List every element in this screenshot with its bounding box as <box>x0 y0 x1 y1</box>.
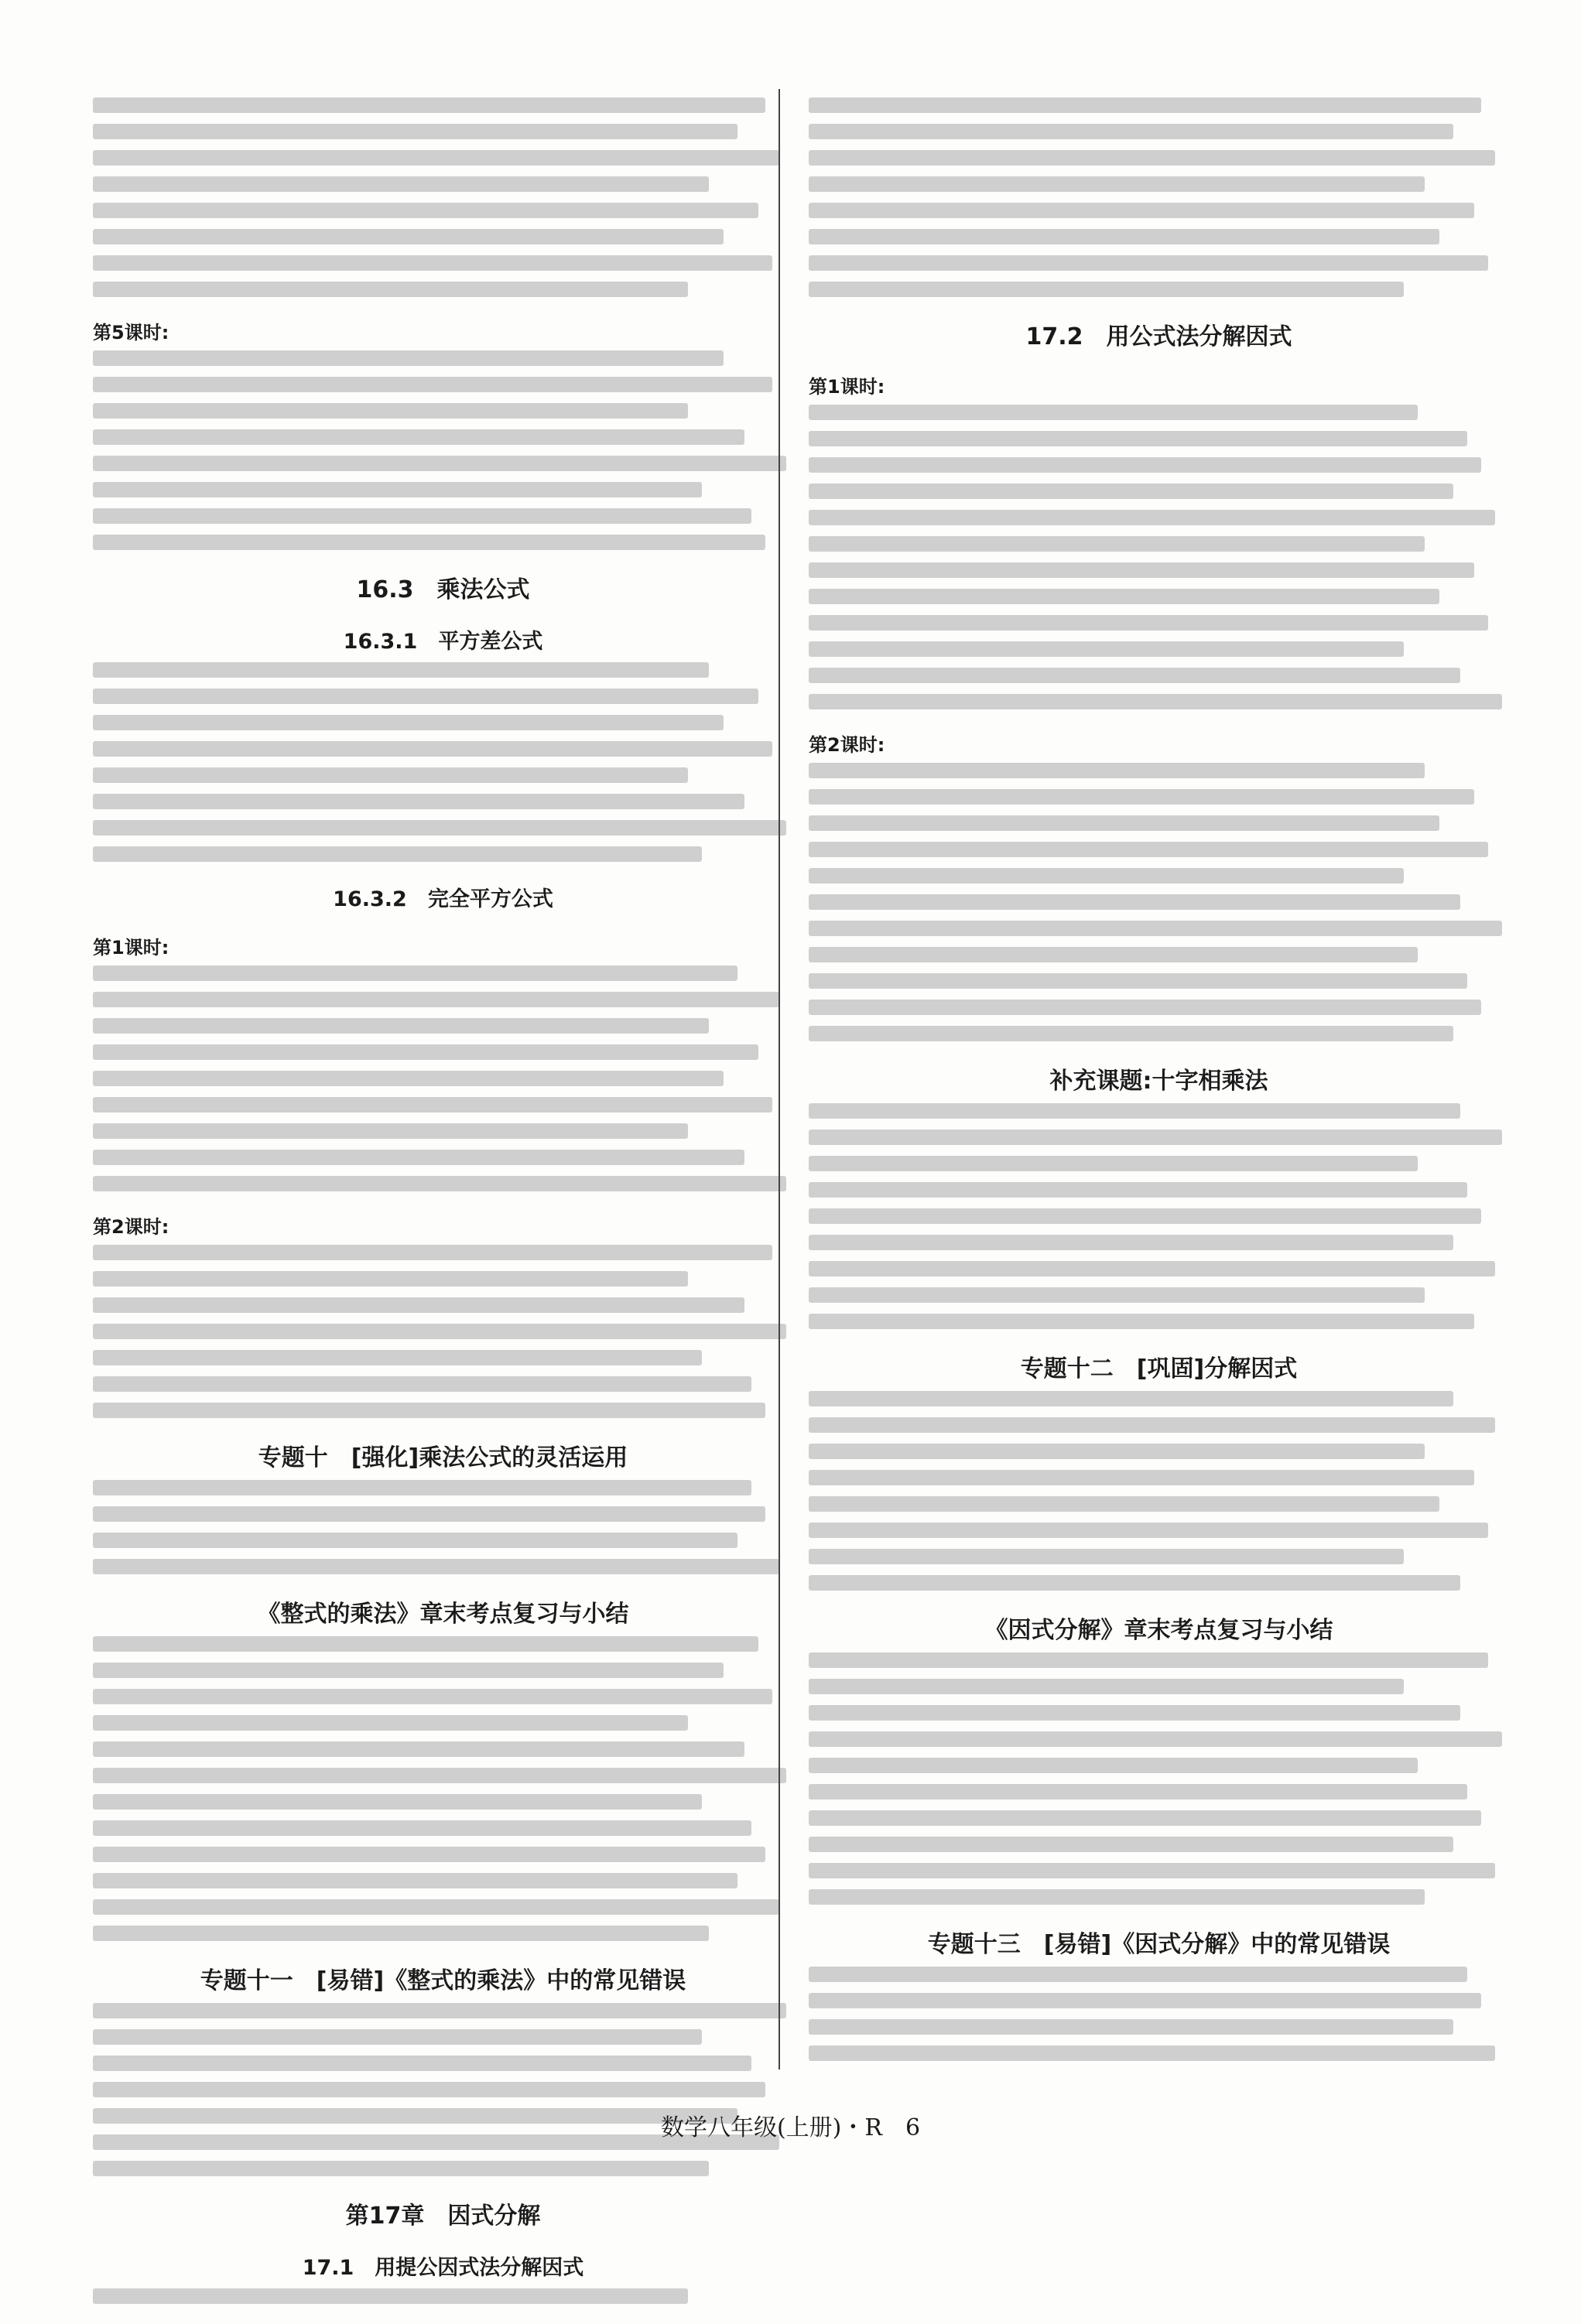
answer-text-line <box>809 615 1488 631</box>
answer-text-line <box>93 97 765 113</box>
answer-text-line <box>809 1967 1467 1982</box>
answer-text-line <box>93 429 744 445</box>
answer-text-line <box>93 2288 688 2304</box>
answer-text-line <box>93 229 724 244</box>
section-subheading: 16.3.2 完全平方公式 <box>333 887 553 911</box>
answer-text-line <box>809 641 1404 657</box>
answer-text-line <box>93 1715 688 1731</box>
answer-text-line <box>809 894 1460 910</box>
answer-text-line <box>809 1731 1502 1747</box>
answer-text-line <box>809 536 1425 552</box>
answer-section <box>93 2196 793 2230</box>
answer-text-block <box>809 1103 1509 1329</box>
answer-text-line <box>93 255 772 271</box>
answer-text-line <box>93 767 688 783</box>
answer-text-line <box>809 815 1439 831</box>
answer-text-line <box>809 1679 1404 1694</box>
answer-text-line <box>809 789 1474 805</box>
answer-section <box>809 317 1509 351</box>
answer-section <box>93 1212 793 1418</box>
answer-text-line <box>93 689 758 704</box>
section-heading: 17.2 用公式法分解因式 <box>1025 323 1292 350</box>
answer-text-line <box>809 1470 1474 1485</box>
answer-text-line <box>93 741 772 757</box>
answer-text-line <box>809 1156 1418 1171</box>
answer-text-line <box>93 456 786 471</box>
lesson-label: 第5课时: <box>93 322 169 343</box>
answer-text-line <box>93 1097 772 1112</box>
answer-text-line <box>93 1741 744 1757</box>
answer-text-block <box>809 1967 1509 2061</box>
left-column <box>93 91 793 2324</box>
answer-text-line <box>809 255 1488 271</box>
answer-section <box>93 1961 793 2176</box>
answer-text-line <box>809 510 1495 525</box>
answer-text-line <box>93 1847 765 1862</box>
answer-section <box>93 1594 793 1941</box>
answer-text-line <box>809 1705 1460 1721</box>
answer-text-block <box>809 1652 1509 1905</box>
answer-text-line <box>93 1820 751 1836</box>
answer-text-line <box>809 1182 1467 1198</box>
answer-text-line <box>93 1663 724 1678</box>
answer-text-line <box>93 350 724 366</box>
answer-text-line <box>93 1899 779 1915</box>
answer-text-line <box>809 921 1502 936</box>
answer-section <box>93 624 793 862</box>
answer-text-line <box>93 1873 737 1888</box>
answer-text-line <box>809 562 1474 578</box>
answer-text-line <box>93 1506 765 1522</box>
answer-text-line <box>93 1768 786 1783</box>
answer-section <box>809 97 1509 297</box>
answer-text-block <box>93 1245 793 1418</box>
section-subheading: 16.3.1 平方差公式 <box>343 630 543 654</box>
answer-text-line <box>809 694 1502 709</box>
answer-text-block <box>93 350 793 550</box>
answer-text-line <box>93 1794 702 1810</box>
section-heading: 专题十 [强化]乘法公式的灵活运用 <box>258 1444 628 1471</box>
section-heading: 专题十一 [易错]《整式的乘法》中的常见错误 <box>200 1967 686 1994</box>
lesson-label: 第2课时: <box>93 1216 169 1238</box>
answer-section <box>93 317 793 550</box>
answer-text-block <box>809 763 1509 1041</box>
answer-text-line <box>809 1314 1474 1329</box>
answer-text-line <box>809 842 1488 857</box>
answer-text-line <box>93 1376 751 1392</box>
answer-text-line <box>809 1863 1495 1878</box>
answer-text-line <box>809 1287 1425 1303</box>
answer-text-line <box>93 794 744 809</box>
answer-text-line <box>809 763 1425 778</box>
section-heading: 补充课题:十字相乘法 <box>1049 1068 1268 1095</box>
answer-text-line <box>93 150 779 166</box>
answer-text-line <box>809 1444 1425 1459</box>
answer-text-line <box>93 2003 786 2018</box>
column-divider <box>779 89 780 2069</box>
answer-text-line <box>93 124 737 139</box>
answer-text-block <box>93 1636 793 1941</box>
answer-text-line <box>809 1391 1453 1406</box>
answer-text-line <box>809 1652 1488 1668</box>
right-column <box>809 91 1509 2081</box>
answer-text-line <box>93 1123 688 1139</box>
answer-section <box>93 1438 793 1574</box>
answer-text-line <box>93 1071 724 1086</box>
section-heading: 第17章 因式分解 <box>345 2203 541 2230</box>
answer-text-line <box>93 482 702 497</box>
answer-text-line <box>809 176 1425 192</box>
answer-text-line <box>809 2019 1453 2035</box>
answer-text-line <box>93 1403 765 1418</box>
answer-text-block <box>93 1480 793 1574</box>
answer-text-line <box>93 2029 702 2045</box>
answer-text-line <box>809 484 1453 499</box>
section-heading: 专题十三 [易错]《因式分解》中的常见错误 <box>927 1931 1391 1958</box>
answer-text-line <box>809 229 1439 244</box>
answer-text-line <box>809 1235 1453 1250</box>
answer-section <box>93 2251 793 2304</box>
answer-text-block <box>809 1391 1509 1591</box>
answer-text-line <box>93 176 709 192</box>
answer-section <box>809 1611 1509 1905</box>
answer-text-line <box>809 1837 1453 1852</box>
answer-text-line <box>809 1026 1453 1041</box>
answer-text-line <box>93 377 772 392</box>
answer-text-line <box>93 1480 751 1495</box>
answer-section <box>809 730 1509 1041</box>
answer-text-line <box>93 1044 758 1060</box>
answer-text-line <box>809 457 1481 473</box>
answer-section <box>809 371 1509 709</box>
answer-text-line <box>809 1549 1404 1564</box>
answer-text-line <box>93 1297 744 1313</box>
answer-text-line <box>809 1889 1425 1905</box>
answer-text-line <box>809 868 1404 883</box>
answer-text-line <box>93 508 751 524</box>
answer-text-line <box>93 1271 688 1287</box>
answer-section <box>93 570 793 604</box>
answer-text-line <box>93 1176 786 1191</box>
answer-text-block <box>93 662 793 862</box>
answer-text-line <box>809 150 1495 166</box>
section-heading: 专题十二 [巩固]分解因式 <box>1020 1355 1298 1382</box>
answer-text-line <box>93 1926 709 1941</box>
answer-text-block <box>93 2288 793 2304</box>
answer-text-line <box>809 1575 1460 1591</box>
answer-section <box>93 932 793 1191</box>
answer-text-line <box>93 846 702 862</box>
answer-text-line <box>93 1018 709 1034</box>
answer-text-line <box>93 1689 772 1704</box>
answer-text-line <box>809 1523 1488 1538</box>
answer-text-line <box>809 589 1439 604</box>
answer-text-line <box>809 1993 1481 2008</box>
answer-section <box>809 1061 1509 1329</box>
section-heading: 16.3 乘法公式 <box>356 576 530 603</box>
section-heading: 《因式分解》章末考点复习与小结 <box>984 1617 1333 1644</box>
answer-text-line <box>809 668 1460 683</box>
answer-text-line <box>93 992 779 1007</box>
answer-text-block <box>809 97 1509 297</box>
answer-text-line <box>809 1417 1495 1433</box>
answer-text-line <box>93 203 758 218</box>
answer-text-line <box>809 97 1481 113</box>
answer-text-line <box>93 2082 765 2097</box>
answer-text-line <box>809 973 1467 989</box>
answer-text-block <box>93 2003 793 2176</box>
answer-text-block <box>93 97 793 297</box>
answer-text-line <box>93 1324 786 1339</box>
answer-text-line <box>809 203 1474 218</box>
answer-text-line <box>93 965 737 981</box>
answer-text-line <box>809 1810 1481 1826</box>
answer-text-line <box>809 2045 1495 2061</box>
answer-section <box>93 882 793 912</box>
answer-text-line <box>809 282 1404 297</box>
answer-text-line <box>809 1758 1418 1773</box>
answer-text-line <box>93 1350 702 1365</box>
answer-text-line <box>93 1150 744 1165</box>
answer-text-line <box>93 403 688 419</box>
answer-text-line <box>93 820 786 836</box>
answer-text-line <box>809 1261 1495 1276</box>
answer-text-line <box>93 1636 758 1652</box>
page-footer: 数学八年级(上册)・R 6 <box>660 2114 921 2141</box>
answer-section <box>809 1925 1509 2061</box>
answer-section <box>93 97 793 297</box>
answer-text-line <box>809 1000 1481 1015</box>
answer-text-line <box>93 535 765 550</box>
answer-text-line <box>93 662 709 678</box>
lesson-label: 第2课时: <box>809 734 885 756</box>
answer-text-line <box>809 1208 1481 1224</box>
answer-text-line <box>93 1533 737 1548</box>
answer-section <box>809 1349 1509 1591</box>
answer-text-line <box>809 405 1418 420</box>
answer-text-line <box>809 431 1467 446</box>
answer-text-line <box>809 124 1453 139</box>
answer-text-line <box>809 1496 1439 1512</box>
answer-text-block <box>809 405 1509 709</box>
answer-text-line <box>93 1245 772 1260</box>
answer-text-line <box>809 1103 1460 1119</box>
answer-text-line <box>809 1784 1467 1799</box>
answer-text-line <box>93 715 724 730</box>
section-heading: 《整式的乘法》章末考点复习与小结 <box>257 1601 629 1628</box>
answer-text-line <box>93 2161 709 2176</box>
lesson-label: 第1课时: <box>809 376 885 398</box>
answer-text-line <box>93 2056 751 2071</box>
answer-text-line <box>93 282 688 297</box>
section-subheading: 17.1 用提公因式法分解因式 <box>302 2256 584 2280</box>
answer-text-line <box>809 947 1418 962</box>
lesson-label: 第1课时: <box>93 937 169 959</box>
answer-text-line <box>93 1559 779 1574</box>
answer-text-block <box>93 965 793 1191</box>
answer-text-line <box>809 1130 1502 1145</box>
